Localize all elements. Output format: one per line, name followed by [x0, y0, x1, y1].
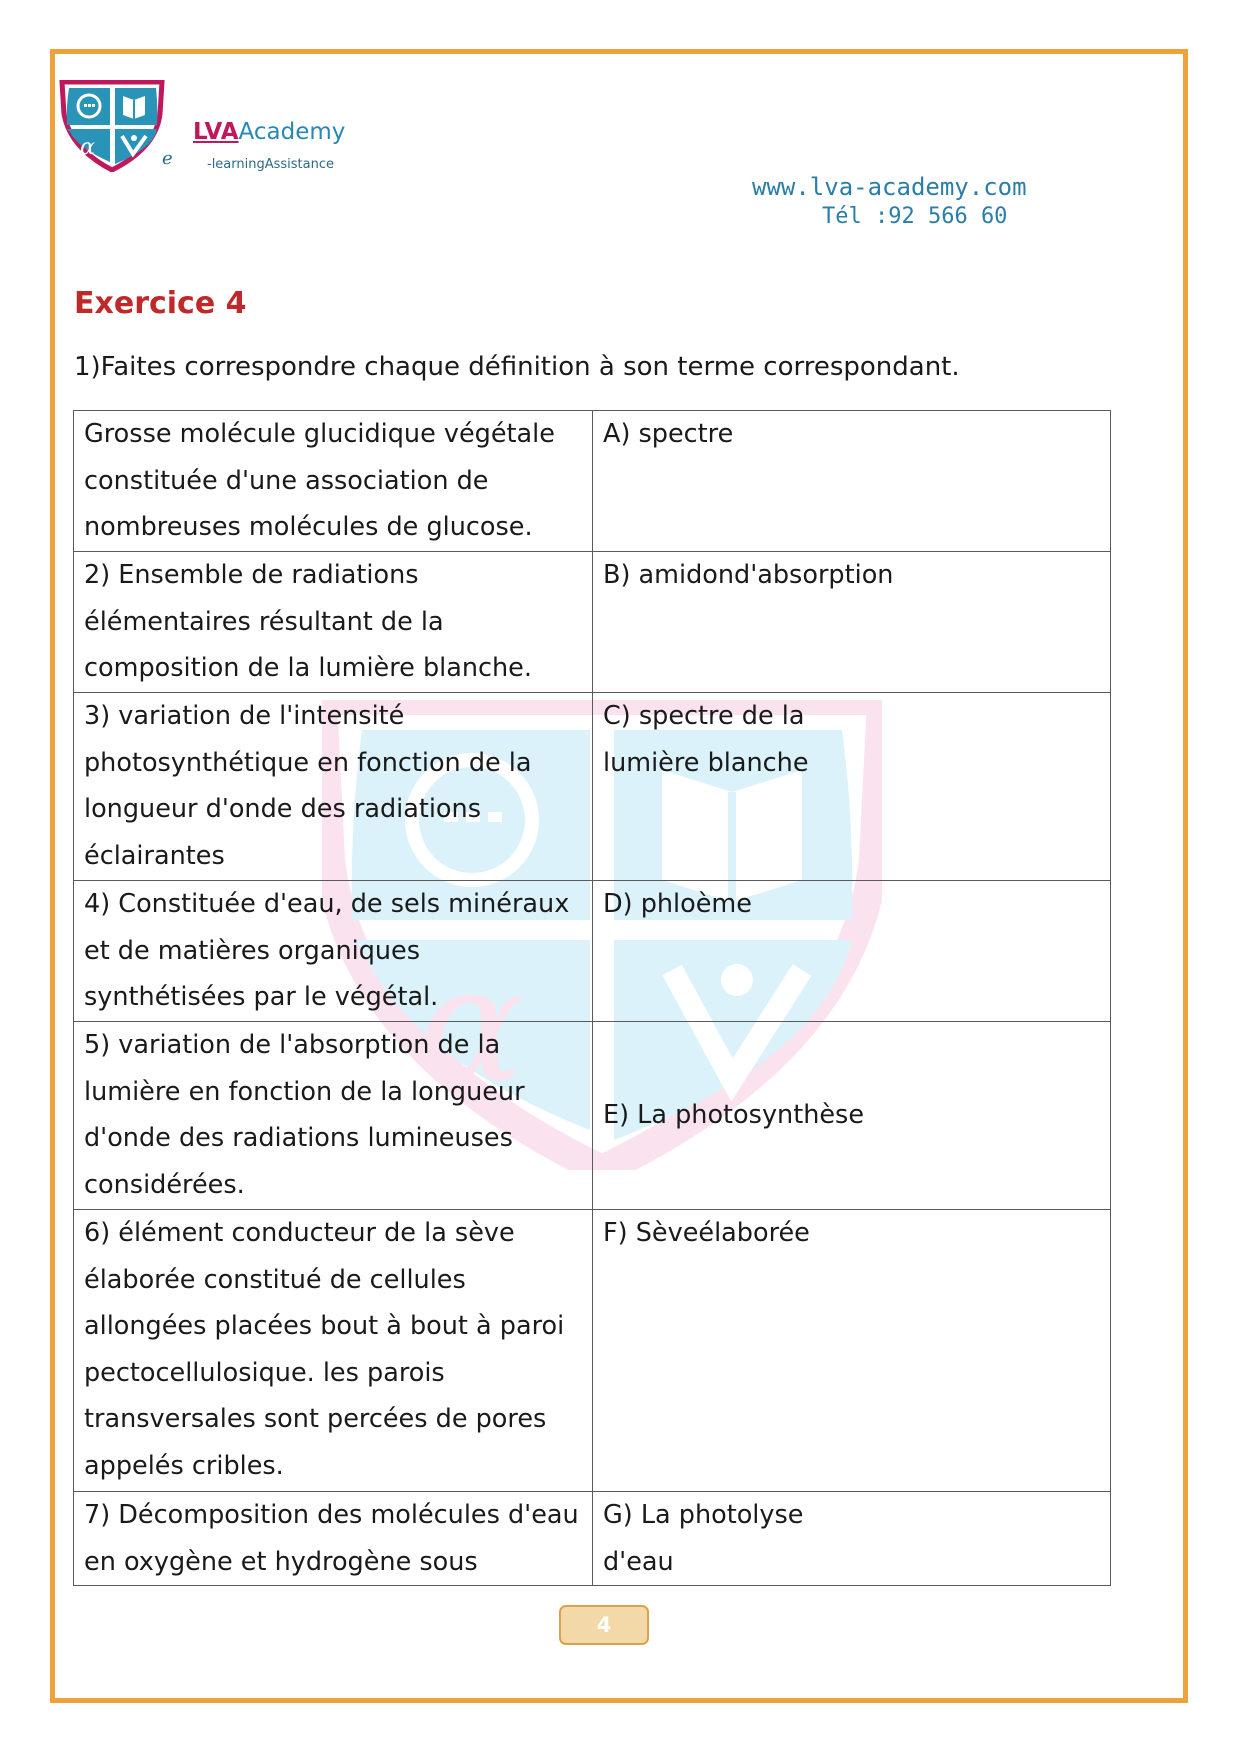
definition-cell: 6) élément conducteur de la sève élaborée constitué de cellules allongées placées bout à bout à paroi pectocellulosique. les parois transversales sont percées de pores appelés cribles.: [74, 1210, 593, 1492]
exercise-title: Exercice 4: [74, 286, 247, 321]
definition-cell: 4) Constituée d'eau, de sels minéraux et de matières organiques synthétisées par le végétal.: [74, 881, 593, 1022]
term-cell: A) spectre: [593, 411, 1111, 552]
definition-cell: 7) Décomposition des molécules d'eau en oxygène et hydrogène sous: [74, 1492, 593, 1586]
definition-cell: Grosse molécule glucidique végétale constituée d'une association de nombreuses molécules de glucose.: [74, 411, 593, 552]
exercise-instruction: 1)Faites correspondre chaque définition à son terme correspondant.: [74, 352, 960, 382]
definition-cell: 2) Ensemble de radiations élémentaires résultant de la composition de la lumière blanche.: [74, 552, 593, 693]
table-row: [74, 1022, 1111, 1210]
term-cell: [593, 1492, 1111, 1586]
term-cell: F) Sèveélaborée: [593, 1210, 1111, 1492]
page-number-badge: 4: [559, 1605, 649, 1645]
svg-text:α: α: [417, 931, 526, 1118]
term-cell: B) amidond'absorption: [593, 552, 1111, 693]
table-row: [74, 693, 1111, 881]
definition-cell: 3) variation de l'intensité photosynthétique en fonction de la longueur d'onde des radiations éclairantes: [74, 693, 593, 881]
svg-text:α: α: [80, 135, 95, 160]
phone-number: Tél :92 566 60: [822, 204, 1008, 229]
matching-table: [73, 410, 1111, 1586]
term-cell: [593, 693, 1111, 881]
table-row: [74, 881, 1111, 1022]
brand-academy: Academy: [238, 119, 346, 145]
brand-lva: LVA: [193, 119, 239, 145]
table-row: [74, 1492, 1111, 1586]
definition-cell: 5) variation de l'absorption de la lumière en fonction de la longueur d'onde des radiations lumineuses considérées.: [74, 1022, 593, 1210]
table-row: [74, 1210, 1111, 1492]
brand-name: [193, 121, 345, 144]
term-cell: E) La photosynthèse: [593, 1022, 1111, 1210]
brand-e-prefix: e: [162, 148, 173, 169]
term-text: C) spectre de la lumière blanche: [603, 701, 809, 778]
term-cell: D) phloème: [593, 881, 1111, 1022]
table-row: [74, 552, 1111, 693]
term-text: G) La photolyse d'eau: [603, 1500, 804, 1577]
brand-tagline: -learningAssistance: [207, 157, 334, 172]
website-link[interactable]: www.lva-academy.com: [752, 173, 1027, 201]
lva-shield-logo: [58, 80, 168, 172]
table-row: [74, 411, 1111, 552]
